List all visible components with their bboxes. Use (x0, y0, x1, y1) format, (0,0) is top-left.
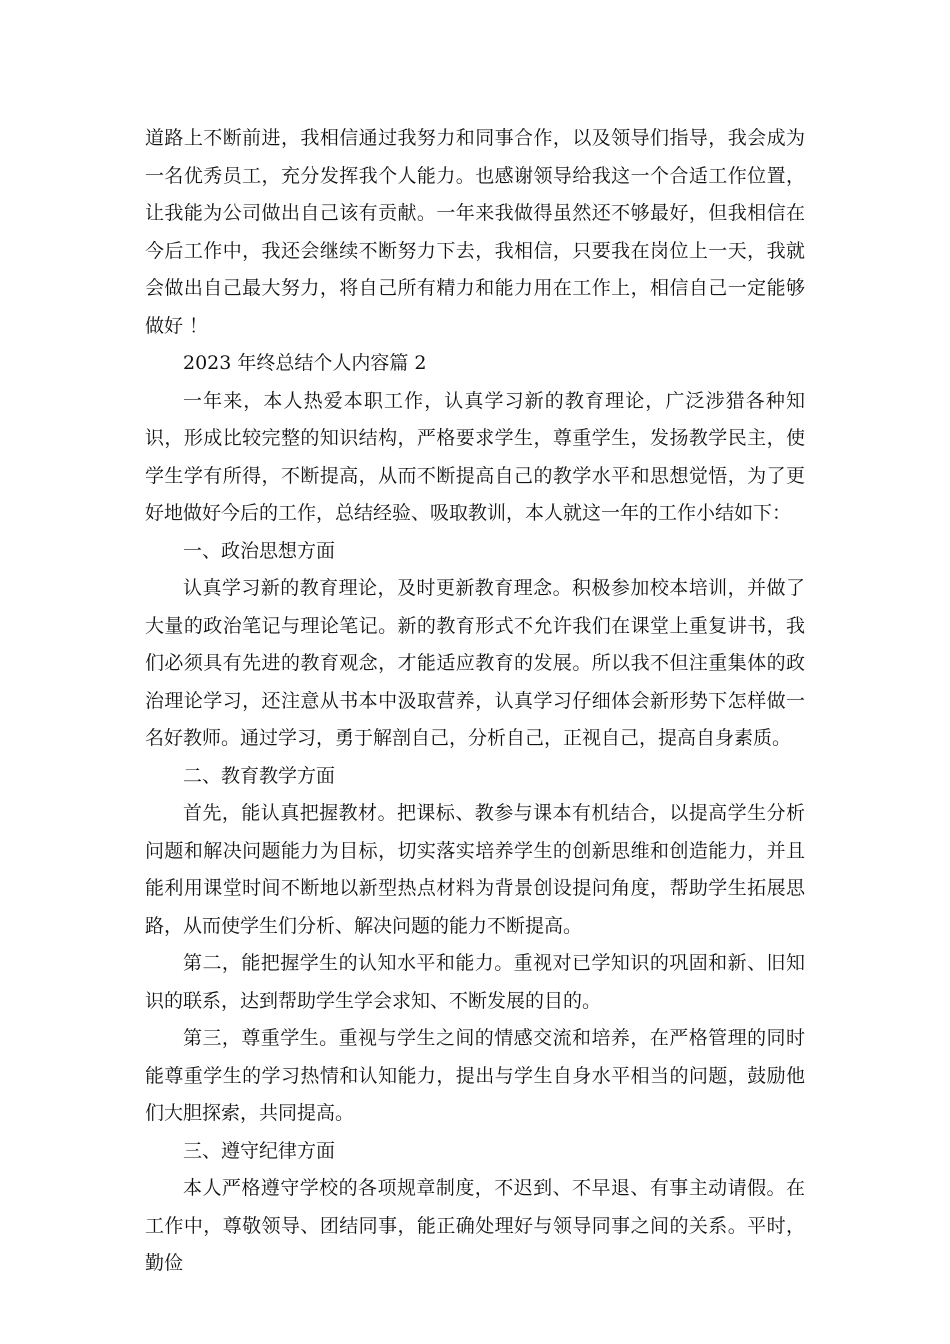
section-heading-discipline: 三、遵守纪律方面 (183, 1139, 336, 1162)
section-heading-politics: 一、政治思想方面 (183, 539, 336, 562)
paragraph-intro: 一年来，本人热爱本职工作，认真学习新的教育理论，广泛涉猎各种知识，形成比较完整的知识结构，严格要求学生，尊重学生，发扬教学民主，使学生学有所得，不断提高，从而不断提高自己的教学水平和思想觉悟，为了更好地做好今后的工作，总结经验、吸取教训，本人就这一年的工作小结如下： (145, 389, 805, 524)
paragraph-politics: 认真学习新的教育理论，及时更新教育理念。积极参加校本培训，并做了大量的政治笔记与理论笔记。新的教育形式不允许我们在课堂上重复讲书，我们必须具有先进的教育观念，才能适应教育的发展。所以我不但注重集体的政治理论学习，还注意从书本中汲取营养，认真学习仔细体会新形势下怎样做一名好教师。通过学习，勇于解剖自己，分析自己，正视自己，提高自身素质。 (145, 577, 805, 749)
paragraph-teaching-second: 第二，能把握学生的认知水平和能力。重视对已学知识的巩固和新、旧知识的联系，达到帮助学生学会求知、不断发展的目的。 (145, 952, 805, 1012)
section-title: 2023 年终总结个人内容篇 2 (183, 352, 427, 374)
paragraph-discipline: 本人严格遵守学校的各项规章制度，不迟到、不早退、有事主动请假。在工作中，尊敬领导、团结同事，能正确处理好与领导同事之间的关系。平时，勤俭 (145, 1177, 805, 1274)
paragraph-continuation: 道路上不断前进，我相信通过我努力和同事合作，以及领导们指导，我会成为一名优秀员工，充分发挥我个人能力。也感谢领导给我这一个合适工作位置，让我能为公司做出自己该有贡献。一年来我做得虽然还不够最好，但我相信在今后工作中，我还会继续不断努力下去，我相信，只要我在岗位上一天，我就会做出自己最大努力，将自己所有精力和能力用在工作上，相信自己一定能够做好 ！ (145, 127, 805, 337)
paragraph-teaching-first: 首先，能认真把握教材。把课标、教参与课本有机结合，以提高学生分析问题和解决问题能力为目标，切实落实培养学生的创新思维和创造能力，并且能利用课堂时间不断地以新型热点材料为背景创设提问角度，帮助学生拓展思路，从而使学生们分析、解决问题的能力不断提高。 (145, 802, 805, 937)
section-heading-teaching: 二、教育教学方面 (183, 764, 336, 787)
paragraph-teaching-third: 第三，尊重学生。重视与学生之间的情感交流和培养，在严格管理的同时能尊重学生的学习热情和认知能力，提出与学生自身水平相当的问题，鼓励他们大胆探索，共同提高。 (145, 1027, 805, 1124)
document-page (145, 120, 805, 1283)
